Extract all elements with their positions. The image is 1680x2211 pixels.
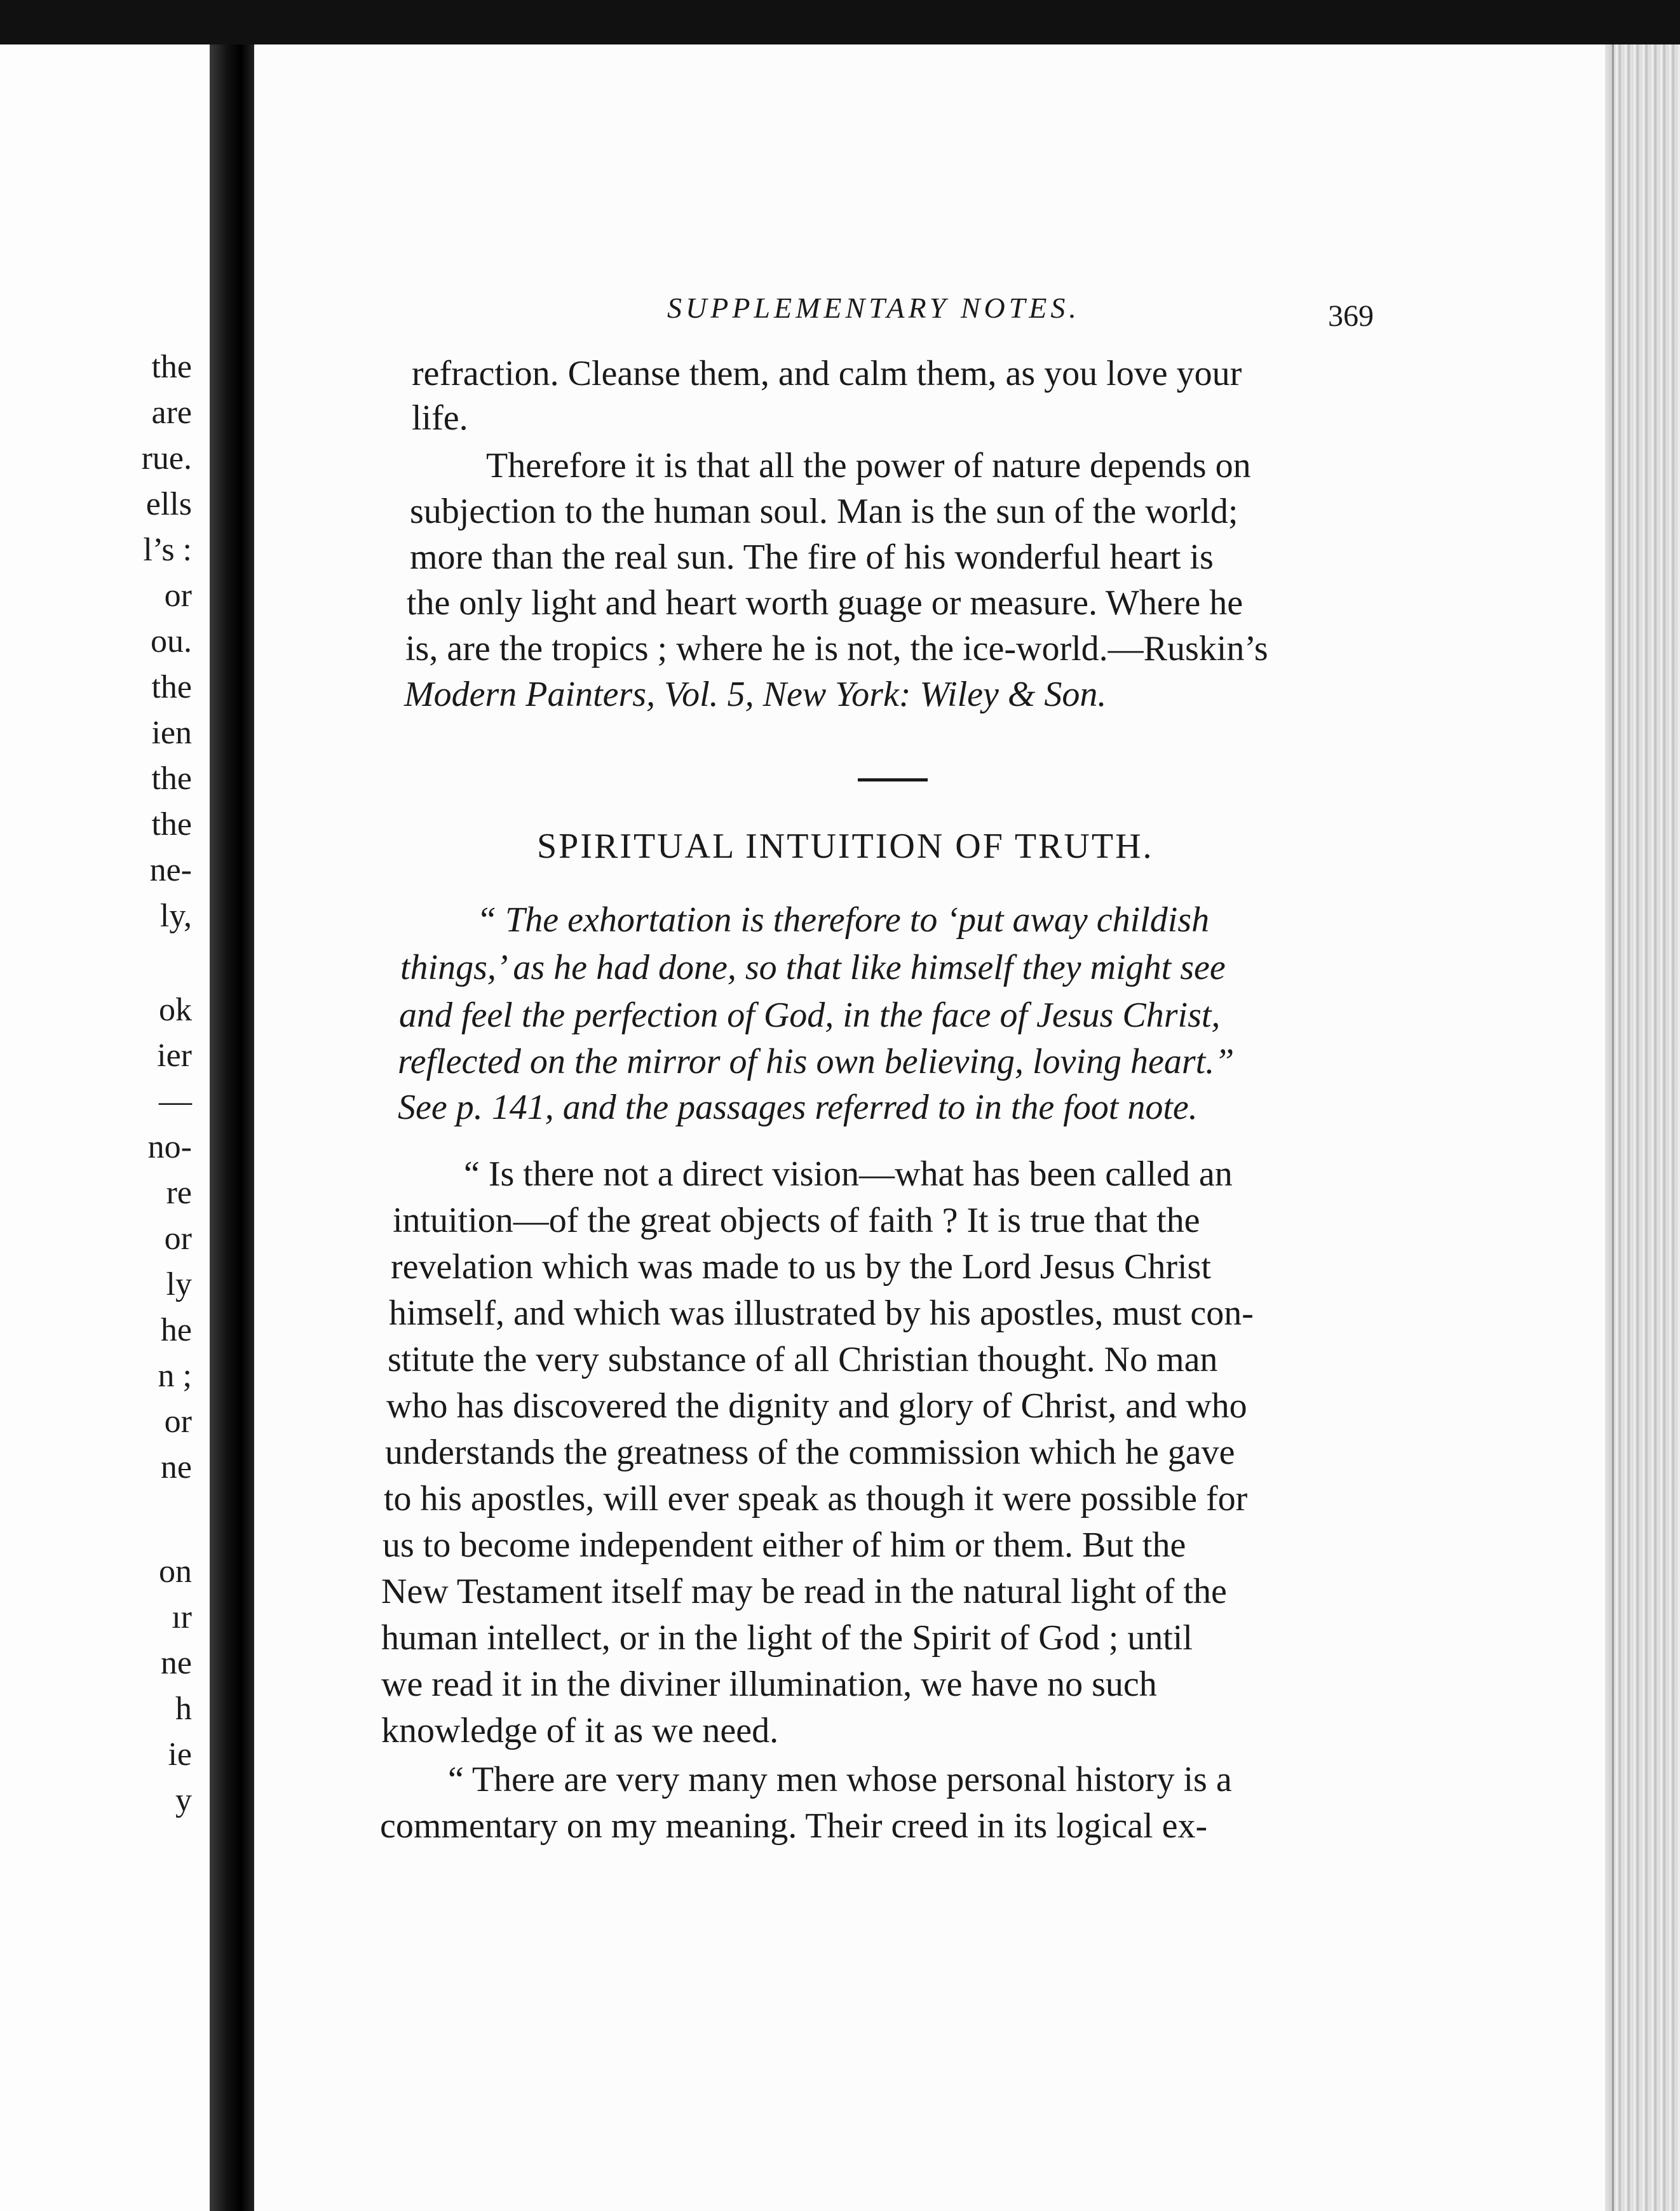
left-page-fragment: ır [172, 1599, 192, 1635]
text-line: understands the greatness of the commission which he gave [385, 1433, 1235, 1472]
left-page-fragment: l’s : [143, 532, 192, 568]
left-page-fragment: ien [151, 715, 192, 751]
text-line: “ There are very many men whose personal history is a [448, 1760, 1232, 1799]
text-line: to his apostles, will ever speak as though it were possible for [384, 1479, 1248, 1518]
page-stack-edge [1612, 44, 1680, 2211]
left-page-fragment: he [160, 1312, 192, 1348]
text-line: “ Is there not a direct vision—what has been called an [464, 1154, 1233, 1194]
left-page-fragment: ne [160, 1449, 192, 1485]
text-line: we read it in the diviner illumination, we have no such [381, 1665, 1157, 1704]
left-page-fragment: no- [147, 1129, 192, 1165]
left-page-fragment: are [151, 395, 192, 431]
text-line: more than the real sun. The fire of his wonderful heart is [410, 538, 1214, 577]
section-title: SPIRITUAL INTUITION OF TRUTH. [537, 827, 1154, 866]
left-page-fragment: rue. [141, 440, 192, 477]
text-line: is, are the tropics ; where he is not, the ice-world.—Ruskin’s [405, 629, 1268, 668]
left-page-fragment: ok [159, 992, 192, 1028]
quote-line: reflected on the mirror of his own believing, loving heart.” [398, 1042, 1235, 1081]
left-page-fragment: ne- [149, 852, 192, 888]
text-line: stitute the very substance of all Christian thought. No man [388, 1340, 1218, 1379]
left-page-fragment: n ; [158, 1358, 192, 1394]
left-page-fragment: ier [157, 1038, 192, 1074]
running-head: SUPPLEMENTARY NOTES. [667, 292, 1080, 324]
left-page-fragment: — [159, 1083, 192, 1119]
book-gutter-shadow [210, 44, 254, 2211]
text-line: New Testament itself may be read in the natural light of the [381, 1572, 1227, 1611]
left-page-fragment: ou. [151, 623, 192, 659]
text-line: refraction. Cleanse them, and calm them, as you love your [412, 354, 1242, 393]
quote-line: “ The exhortation is therefore to ‘put away childish [477, 900, 1210, 940]
text-line: life. [412, 398, 468, 438]
left-page-fragment: or [164, 578, 192, 614]
left-page-fragment: on [159, 1553, 192, 1590]
citation-line: Modern Painters, Vol. 5, New York: Wiley & Son. [404, 675, 1107, 714]
left-facing-page [0, 44, 210, 2211]
text-line: us to become independent either of him or them. But the [383, 1525, 1186, 1565]
text-line: knowledge of it as we need. [381, 1711, 779, 1750]
left-page-fragment: or [164, 1220, 192, 1257]
text-line: commentary on my meaning. Their creed in its logical ex- [380, 1806, 1208, 1846]
text-line: who has discovered the dignity and glory of Christ, and who [386, 1386, 1247, 1426]
text-line: human intellect, or in the light of the Spirit of God ; until [381, 1618, 1193, 1658]
text-line: revelation which was made to us by the Lord Jesus Christ [391, 1247, 1211, 1287]
left-page-fragment: re [166, 1175, 192, 1211]
quote-line: things,’ as he had done, so that like himself they might see [400, 948, 1226, 987]
left-page-fragment: the [151, 669, 192, 705]
left-page-fragment: the [151, 761, 192, 797]
text-line: intuition—of the great objects of faith ? It is true that the [393, 1201, 1200, 1240]
left-page-fragment: the [151, 806, 192, 842]
quote-line: See p. 141, and the passages referred to in the foot note. [398, 1088, 1198, 1127]
left-page-fragment: y [175, 1782, 192, 1818]
text-line: himself, and which was illustrated by his apostles, must con- [389, 1294, 1254, 1333]
text-line: Therefore it is that all the power of nature depends on [486, 446, 1251, 485]
section-divider [858, 778, 928, 781]
text-line: subjection to the human soul. Man is the sun of the world; [410, 492, 1238, 531]
left-page-fragment: the [151, 349, 192, 385]
left-page-fragment: ie [168, 1736, 192, 1773]
left-page-fragment: ly, [159, 898, 192, 934]
left-page-fragment: ly [166, 1266, 192, 1302]
left-page-fragment: h [175, 1691, 192, 1727]
left-page-fragment: or [164, 1403, 192, 1440]
left-page-fragment: ells [146, 486, 192, 522]
scan-top-border [0, 0, 1680, 44]
left-page-fragment: ne [160, 1645, 192, 1681]
quote-line: and feel the perfection of God, in the face of Jesus Christ, [399, 996, 1221, 1035]
text-line: the only light and heart worth guage or measure. Where he [407, 583, 1243, 623]
page-number: 369 [1328, 299, 1374, 333]
